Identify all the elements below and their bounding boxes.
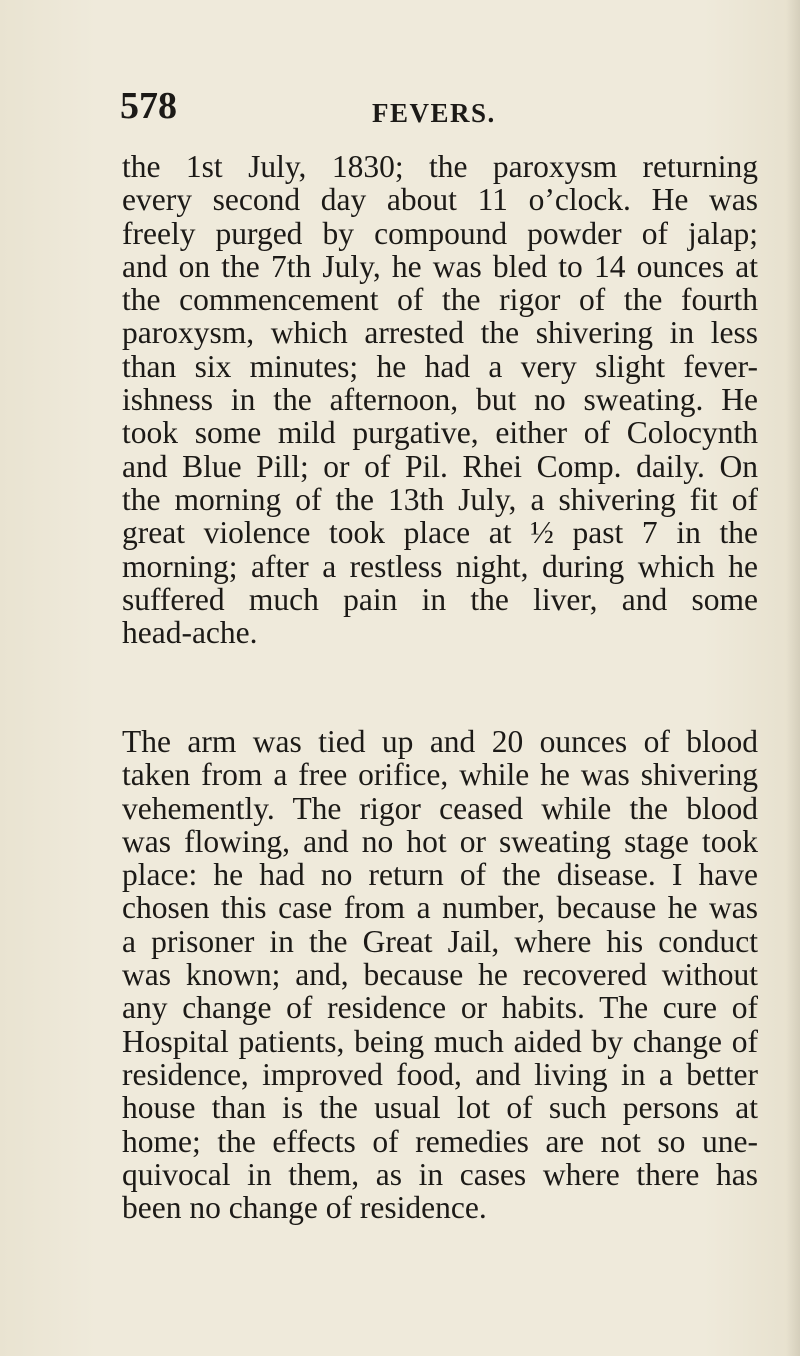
text-line: vehemently. The rigor ceased while the blood [122, 790, 758, 826]
text-line: The arm was tied up and 20 ounces of blood [122, 724, 758, 759]
running-head [120, 84, 760, 134]
text-line: house than is the usual lot of such persons at [122, 1090, 758, 1126]
text-line: and on the 7th July, he was bled to 14 ounces at [122, 248, 758, 284]
text-line: Hospital patients, being much aided by change of [122, 1023, 758, 1059]
text-line: freely purged by compound powder of jalap; [122, 215, 758, 251]
text-line: been no change of residence. [122, 1190, 487, 1226]
text-line: taken from a free orifice, while he was shivering [122, 757, 758, 793]
text-line: residence, improved food, and living in a better [122, 1056, 758, 1092]
page-number: 578 [120, 85, 177, 127]
text-line: paroxysm, which arrested the shivering in less [122, 315, 758, 351]
text-line: was known; and, because he recovered without [122, 957, 758, 993]
text-line: than six minutes; he had a very slight fever- [122, 348, 758, 384]
text-line: chosen this case from a number, because he was [122, 890, 758, 926]
text-line: great violence took place at ½ past 7 in the [122, 515, 758, 551]
text-line: morning; after a restless night, during which he [122, 548, 758, 584]
text-line: took some mild purgative, either of Colocynth [122, 415, 758, 451]
paragraph-2 [122, 725, 758, 1224]
running-title: FEVERS. [372, 98, 496, 128]
text-line: was flowing, and no hot or sweating stage took [122, 823, 758, 859]
text-line: every second day about 11 o’clock. He was [122, 182, 758, 218]
text-line: suffered much pain in the liver, and some [122, 581, 758, 617]
text-line: ishness in the afternoon, but no sweating. He [122, 382, 758, 418]
text-line: head-ache. [122, 615, 258, 651]
text-line: any change of residence or habits. The cure of [122, 990, 758, 1026]
page-edge-shadow [786, 0, 800, 1356]
text-line: home; the effects of remedies are not so une- [122, 1123, 758, 1159]
text-line: and Blue Pill; or of Pil. Rhei Comp. daily. On [122, 448, 758, 484]
text-line: a prisoner in the Great Jail, where his conduct [122, 923, 758, 959]
text-line: the commencement of the rigor of the fourth [122, 282, 758, 318]
paragraph-1 [122, 150, 758, 649]
text-line: place: he had no return of the disease. I have [122, 857, 758, 893]
text-line: the morning of the 13th July, a shivering fit of [122, 481, 758, 517]
text-line: the 1st July, 1830; the paroxysm returning [122, 149, 758, 184]
text-line: quivocal in them, as in cases where there has [122, 1156, 758, 1192]
